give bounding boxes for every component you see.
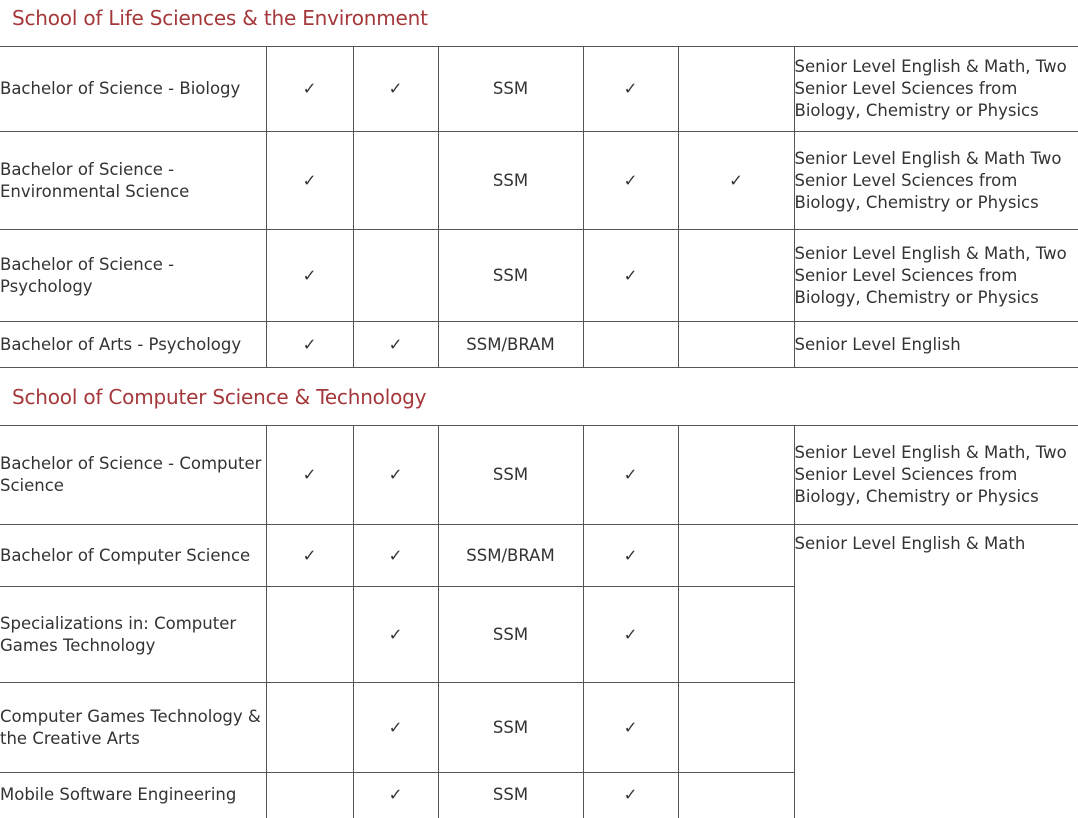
check-mark-icon: ✓	[266, 525, 353, 587]
check-mark-icon: ✓	[353, 587, 438, 683]
score-code: SSM	[438, 132, 583, 230]
program-name: Bachelor of Science - Computer Science	[0, 454, 262, 495]
program-name: Bachelor of Computer Science	[0, 545, 251, 565]
check-mark-icon	[266, 587, 353, 683]
check-mark-icon: ✓	[353, 525, 438, 587]
score-code: SSM	[438, 587, 583, 683]
admission-requirements: Senior Level English & Math, Two Senior Level Sciences from Biology, Chemistry or Physics	[794, 47, 1078, 132]
program-name: Mobile Software Engineering	[0, 785, 237, 805]
check-mark-icon: ✓	[583, 683, 678, 773]
check-mark-icon	[678, 322, 794, 368]
programs-table-computer-science	[0, 425, 1078, 818]
check-mark-icon: ✓	[678, 132, 794, 230]
check-mark-icon	[583, 322, 678, 368]
check-mark-icon	[678, 426, 794, 525]
check-mark-icon: ✓	[266, 230, 353, 322]
check-mark-icon: ✓	[353, 683, 438, 773]
check-mark-icon: ✓	[583, 525, 678, 587]
check-mark-icon: ✓	[353, 426, 438, 525]
check-mark-icon	[678, 683, 794, 773]
check-mark-icon	[678, 525, 794, 587]
section-title-life-sciences: School of Life Sciences & the Environment	[12, 6, 428, 30]
check-mark-icon: ✓	[266, 47, 353, 132]
program-name: Computer Games Technology & the Creative Arts	[0, 706, 261, 748]
check-mark-icon	[678, 47, 794, 132]
program-name: Bachelor of Science - Psychology	[0, 254, 175, 296]
check-mark-icon: ✓	[583, 47, 678, 132]
check-mark-icon: ✓	[353, 47, 438, 132]
admission-requirements: Senior Level English & Math Two Senior Level Sciences from Biology, Chemistry or Physics	[794, 132, 1078, 230]
score-code: SSM	[438, 683, 583, 773]
check-mark-icon: ✓	[583, 230, 678, 322]
check-mark-icon	[266, 683, 353, 773]
check-mark-icon: ✓	[266, 426, 353, 525]
check-mark-icon: ✓	[353, 773, 438, 818]
check-mark-icon	[266, 773, 353, 818]
program-name: Bachelor of Science - Environmental Science	[0, 159, 190, 201]
check-mark-icon	[678, 773, 794, 818]
score-code: SSM	[438, 773, 583, 818]
program-name: Bachelor of Arts - Psychology	[0, 334, 242, 354]
section-title-computer-science: School of Computer Science & Technology	[12, 385, 427, 409]
score-code: SSM	[438, 230, 583, 322]
admission-requirements: Senior Level English	[794, 322, 1078, 368]
check-mark-icon: ✓	[583, 773, 678, 818]
check-mark-icon	[353, 132, 438, 230]
check-mark-icon: ✓	[266, 322, 353, 368]
table-row	[0, 132, 1078, 230]
score-code: SSM/BRAM	[438, 525, 583, 587]
table-row	[0, 47, 1078, 132]
admission-requirements: Senior Level English & Math, Two Senior Level Sciences from Biology, Chemistry or Physics	[794, 426, 1078, 525]
program-name: Specializations in: Computer Games Technology	[0, 613, 237, 655]
table-row	[0, 230, 1078, 322]
table-row	[0, 322, 1078, 368]
check-mark-icon: ✓	[583, 132, 678, 230]
check-mark-icon: ✓	[353, 322, 438, 368]
programs-table-life-sciences	[0, 46, 1078, 368]
check-mark-icon: ✓	[583, 587, 678, 683]
table-row	[0, 426, 1078, 525]
program-name: Bachelor of Science - Biology	[0, 79, 241, 98]
score-code: SSM	[438, 426, 583, 525]
check-mark-icon	[678, 230, 794, 322]
check-mark-icon: ✓	[266, 132, 353, 230]
admission-requirements: Senior Level English & Math	[794, 525, 1078, 818]
score-code: SSM/BRAM	[438, 322, 583, 368]
score-code: SSM	[438, 47, 583, 132]
table-row	[0, 525, 1078, 587]
admission-requirements: Senior Level English & Math, Two Senior Level Sciences from Biology, Chemistry or Physics	[794, 230, 1078, 322]
check-mark-icon: ✓	[583, 426, 678, 525]
check-mark-icon	[678, 587, 794, 683]
check-mark-icon	[353, 230, 438, 322]
